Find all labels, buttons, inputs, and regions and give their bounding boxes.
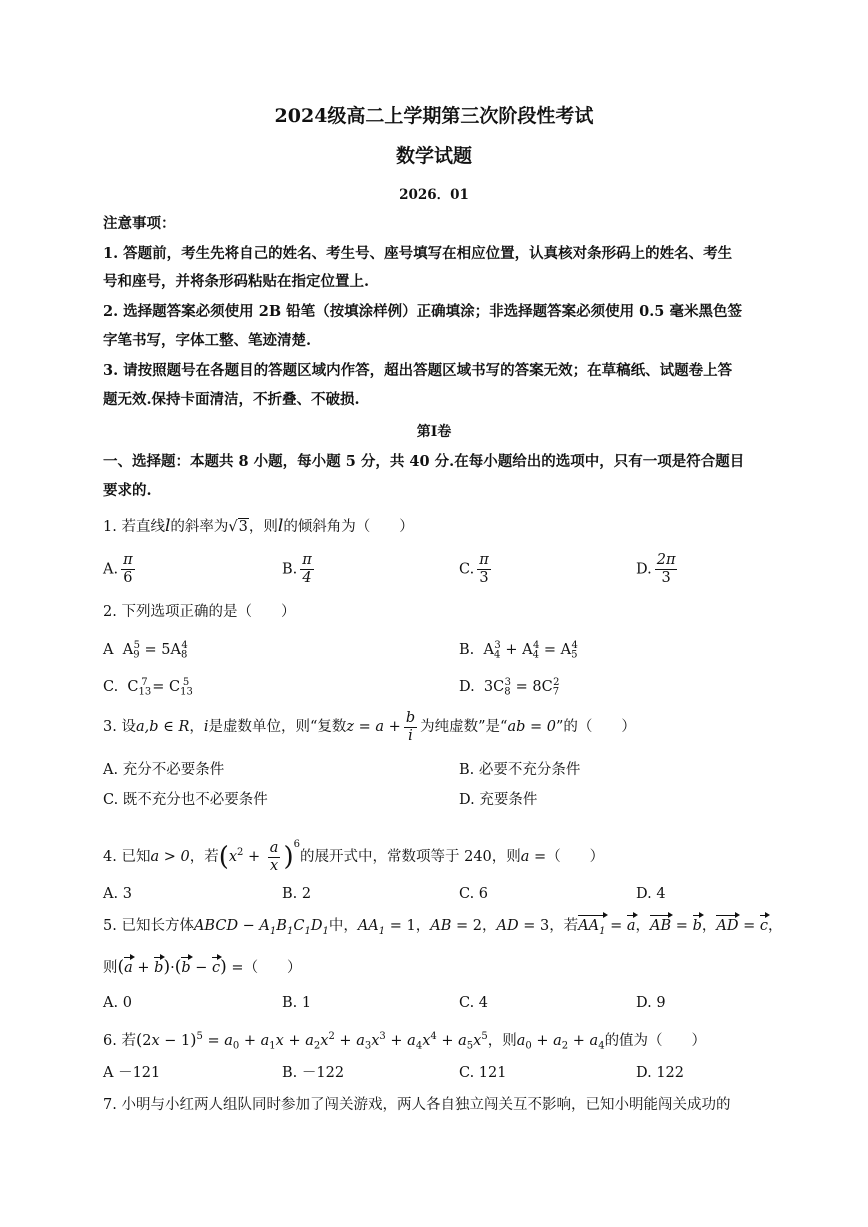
question-3-option-d: D. 充要条件 — [459, 792, 538, 808]
section-heading-cont: 要求的. — [103, 482, 152, 499]
question-4-option-d: D. 4 — [636, 886, 666, 902]
question-6-option-a: A －121 — [103, 1065, 161, 1081]
question-2-option-d: D. $3C_8^3 = 8C_7^2$ — [459, 677, 560, 698]
question-2-option-a: A $A_9^5 = 5A_8^4$ — [103, 640, 188, 661]
question-4-option-c: C. 6 — [459, 886, 489, 902]
question-2-option-b: B. $A_4^3 + A_4^4 = A_5^4$ — [459, 640, 578, 661]
question-5-stem: 5. 已知长方体ABCD − $A_1B_1C_1D_1$中，$AA_1 = 1$，AB = 2，AD = 3，若$AA_1 = a$，AB = b，AD = c， — [103, 916, 782, 942]
question-3-option-b: B. 必要不充分条件 — [459, 762, 581, 778]
question-4-option-b: B. 2 — [282, 886, 312, 902]
question-1-option-a: A. $\frac{\pi}{6}$ — [103, 552, 133, 586]
question-2-stem: 2. 下列选项正确的是（ ） — [103, 604, 296, 620]
volume-label: 第Ⅰ卷 — [416, 424, 452, 440]
question-3-stem: 3. 设a,b ∈ R，i是虚数单位，则“复数z = a + $\frac{b}{i}$ 为纯虚数”是“ab = 0”的（ ） — [103, 709, 636, 744]
exam-subtitle: 数学试题 — [395, 145, 472, 167]
question-1-option-c: C. $\frac{\pi}{3}$ — [459, 552, 489, 586]
question-6-option-c: C. 121 — [459, 1065, 507, 1081]
exam-date: 2026．01 — [399, 187, 469, 203]
notice-item-3-cont: 题无效.保持卡面清洁，不折叠、不破损. — [103, 391, 360, 408]
question-2-option-c: C. $C_{13}^7 = C_{13}^5$ — [103, 677, 193, 698]
question-5-stem-cont: 则(a + b)·(b − c) =（ ） — [103, 957, 302, 977]
question-3-option-a: A. 充分不必要条件 — [103, 762, 225, 778]
notice-heading: 注意事项： — [103, 215, 176, 232]
notice-item-1: 1. 答题前，考生先将自己的姓名、考生号、座号填写在相应位置，认真核对条形码上的姓名、考生 — [103, 245, 733, 262]
question-3-option-c: C. 既不充分也不必要条件 — [103, 792, 268, 808]
question-5-option-b: B. 1 — [282, 995, 312, 1011]
question-1-stem: 1. 若直线l的斜率为√3，则l的倾斜角为（ ） — [103, 516, 414, 536]
question-6-stem: 6. 若$(2x - 1)^5 = a_0 + a_1x + a_2x^2 + a_3x^3 + a_4x^4 + a_5x^5$，则$a_0 + a_2 + a_4$的值为（ ） — [103, 1029, 707, 1052]
question-5-option-c: C. 4 — [459, 995, 489, 1011]
question-6-option-b: B. －122 — [282, 1065, 345, 1081]
question-5-option-d: D. 9 — [636, 995, 666, 1011]
notice-item-1-cont: 号和座号，并将条形码粘贴在指定位置上. — [103, 273, 370, 290]
question-6-option-d: D. 122 — [636, 1065, 685, 1081]
section-heading: 一、选择题：本题共 8 小题，每小题 5 分，共 40 分.在每小题给出的选项中，只有一项是符合题目 — [103, 453, 745, 470]
question-7-stem: 7. 小明与小红两人组队同时参加了闯关游戏，两人各自独立闯关互不影响，已知小明能闯关成功的 — [103, 1097, 731, 1113]
question-1-option-d: D. $\frac{2\pi}{3}$ — [636, 552, 676, 586]
notice-item-3: 3. 请按照题号在各题目的答题区域内作答，超出答题区域书写的答案无效；在草稿纸、试题卷上答 — [103, 362, 733, 379]
question-4-option-a: A. 3 — [103, 886, 132, 902]
question-5-option-a: A. 0 — [103, 995, 132, 1011]
exam-title: 2024级高二上学期第三次阶段性考试 — [274, 105, 594, 127]
notice-item-2: 2. 选择题答案必须使用 2B 铅笔（按填涂样例）正确填涂；非选择题答案必须使用 0.5 毫米黑色签 — [103, 303, 742, 320]
notice-item-2-cont: 字笔书写，字体工整、笔迹清楚. — [103, 332, 312, 349]
question-4-stem: 4. 已知a > 0，若($x^2$ + $\frac{a}{x}$ )$^6$的展开式中，常数项等于 240，则a =（ ） — [103, 839, 605, 874]
question-1-option-b: B. $\frac{\pi}{4}$ — [282, 552, 312, 586]
